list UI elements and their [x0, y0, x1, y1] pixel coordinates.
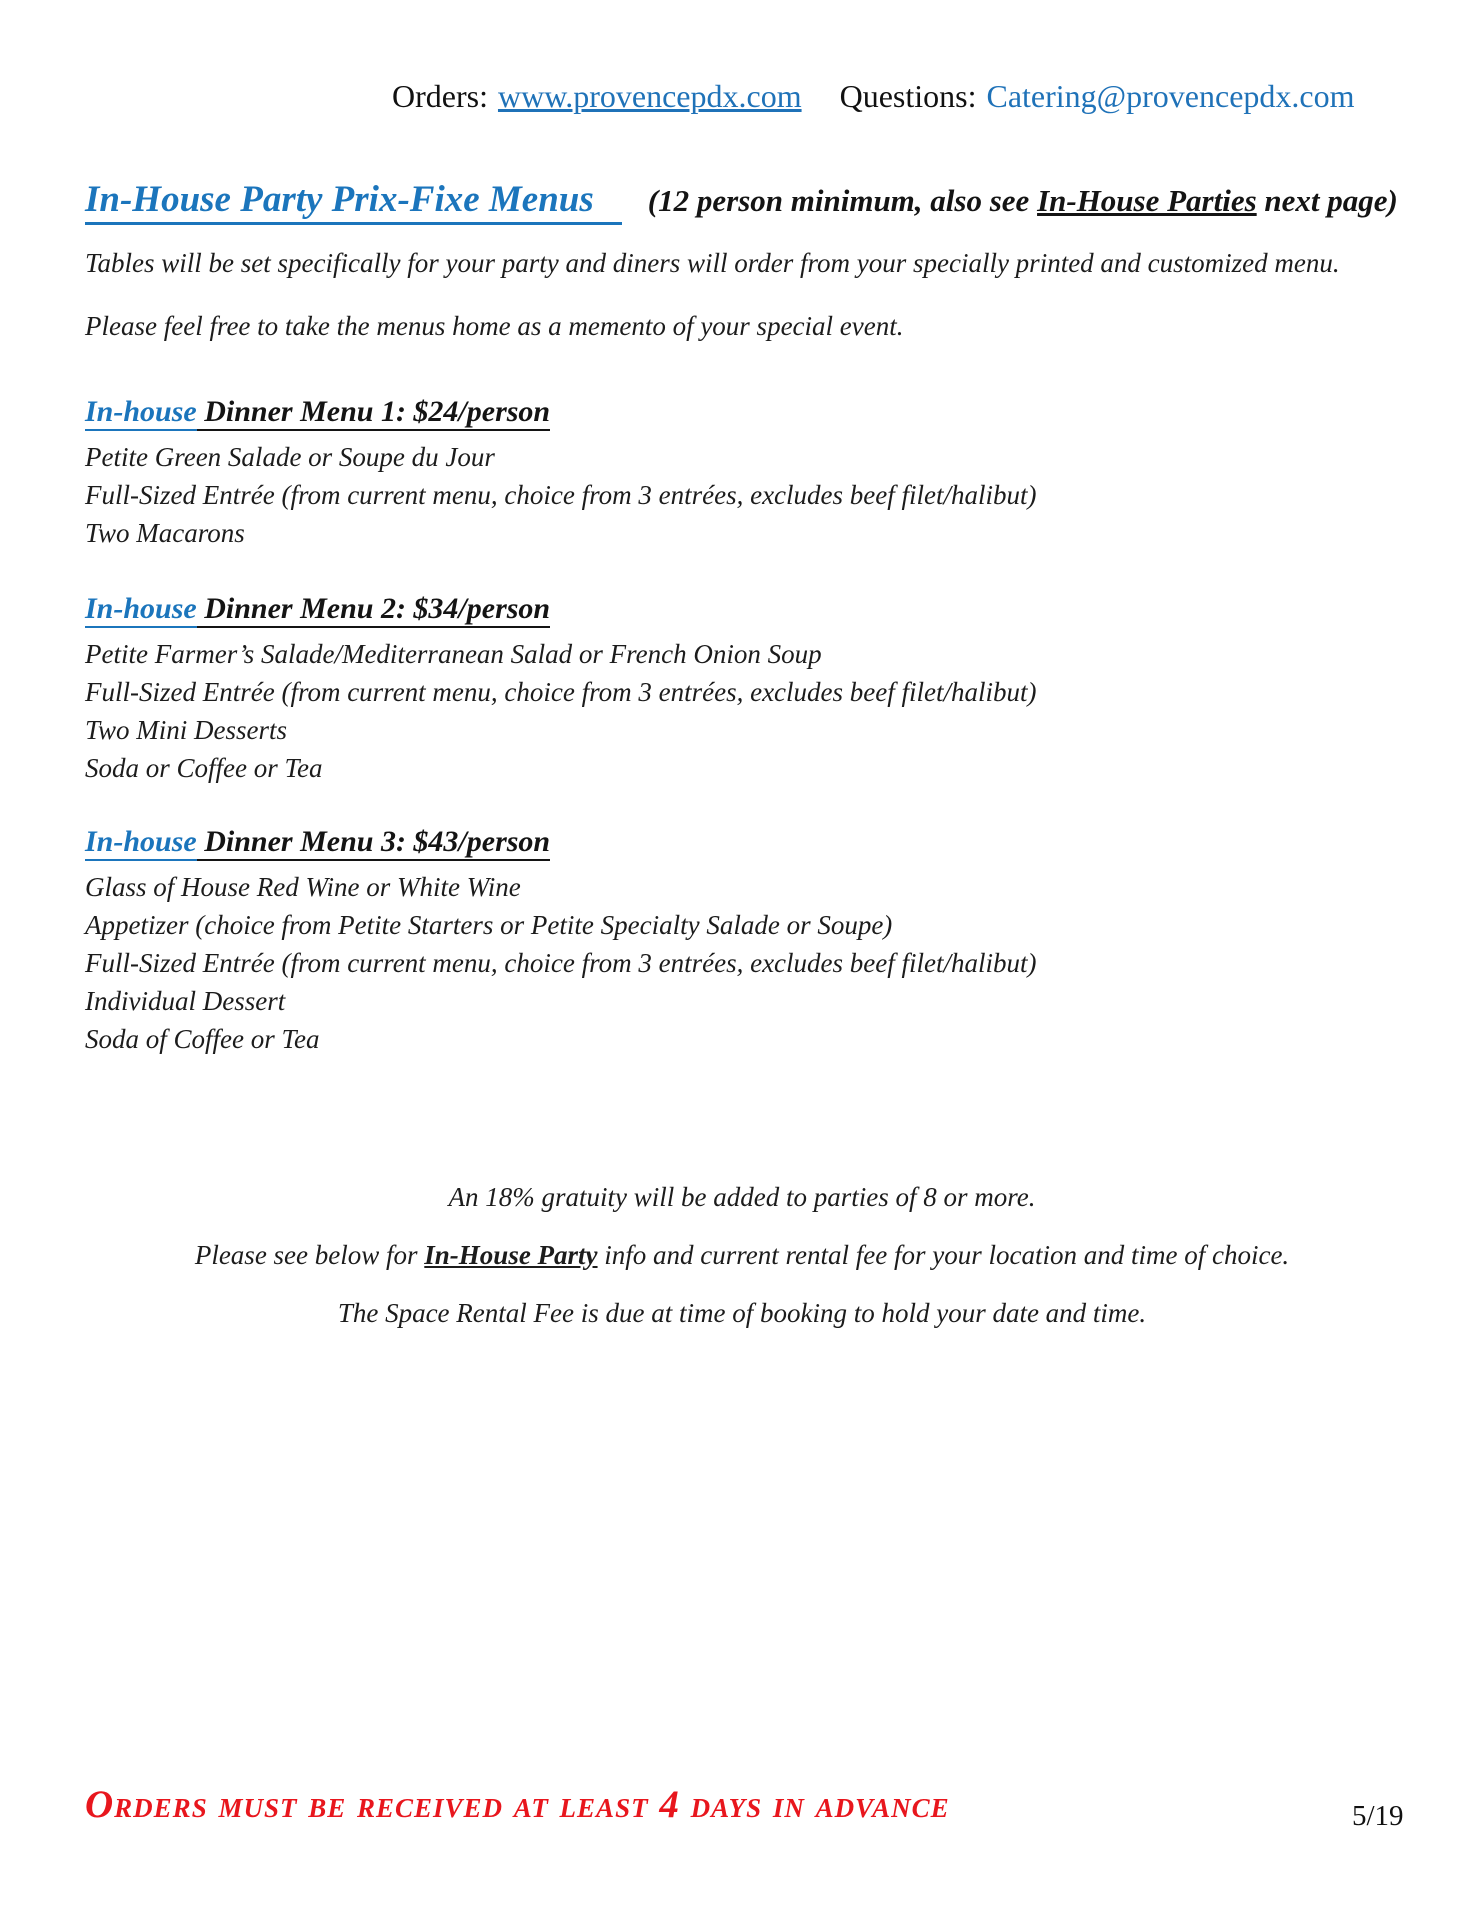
- intro-paragraph-2: Please feel free to take the menus home as a memento of your special event.: [85, 311, 904, 341]
- orders-website-link[interactable]: www.provencepdx.com: [497, 78, 802, 114]
- menu-section-1: [85, 392, 1037, 552]
- menu-1-item: Full-Sized Entrée (from current menu, choice from 3 entrées, excludes beef filet/halibut): [85, 480, 1037, 510]
- see-below-suffix: info and current rental fee for your location and time of choice.: [597, 1240, 1290, 1270]
- in-house-party-reference: In-House Party: [424, 1240, 598, 1270]
- menu-2-item: Petite Farmer’s Salade/Mediterranean Salad or French Onion Soup: [85, 639, 822, 669]
- intro-paragraph-1: Tables will be set specifically for your party and diners will order from your specially printed and customized menu.: [85, 248, 1340, 278]
- menu-3-item: Glass of House Red Wine or White Wine: [85, 872, 521, 902]
- menu-3-item: Full-Sized Entrée (from current menu, choice from 3 entrées, excludes beef filet/halibut): [85, 948, 1037, 978]
- rental-fee-note: The Space Rental Fee is due at time of booking to hold your date and time.: [337, 1298, 1147, 1328]
- page-number: 5/19: [1352, 1800, 1404, 1832]
- menu-3-heading-text: Dinner Menu 3: $43/person: [197, 825, 550, 861]
- menu-2-heading: [85, 589, 1037, 629]
- menu-3-item: Appetizer (choice from Petite Starters or Petite Specialty Salade or Soupe): [85, 910, 893, 940]
- notes-block: [0, 1182, 1484, 1356]
- menu-2-item: Full-Sized Entrée (from current menu, choice from 3 entrées, excludes beef filet/halibut): [85, 677, 1037, 707]
- page-title-row: [85, 178, 1398, 221]
- menu-1-heading-text: Dinner Menu 1: $24/person: [197, 395, 550, 431]
- see-below-note: [0, 1240, 1484, 1271]
- catering-email-link[interactable]: Catering@provencepdx.com: [986, 78, 1355, 114]
- see-below-prefix: Please see below for: [194, 1240, 425, 1270]
- menu-1-heading: [85, 392, 1037, 432]
- menu-2-inhouse-label: In-house: [85, 592, 197, 628]
- menu-1-inhouse-label: In-house: [85, 395, 197, 431]
- title-note-suffix: next page): [1256, 183, 1398, 218]
- menu-2-heading-text: Dinner Menu 2: $34/person: [197, 592, 550, 628]
- menu-2-item: Two Mini Desserts: [85, 715, 288, 745]
- menu-3-item: Individual Dessert: [85, 986, 286, 1016]
- header-contact-line: [392, 78, 1354, 115]
- menu-2-item: Soda or Coffee or Tea: [85, 753, 323, 783]
- menu-section-3: [85, 822, 1037, 1058]
- questions-label: Questions:: [839, 78, 977, 114]
- page-title: In-House Party Prix-Fixe Menus: [85, 179, 622, 225]
- advance-order-notice: Orders must be received at least 4 days in advance: [85, 1783, 950, 1826]
- in-house-parties-reference: In-House Parties: [1037, 183, 1257, 218]
- menu-1-item: Two Macarons: [85, 518, 245, 548]
- page-title-note: [648, 183, 1398, 218]
- menu-3-item: Soda of Coffee or Tea: [85, 1024, 320, 1054]
- title-note-prefix: (12 person minimum, also see: [647, 183, 1038, 218]
- menu-section-2: [85, 589, 1037, 787]
- menu-3-inhouse-label: In-house: [85, 825, 197, 861]
- menu-1-item: Petite Green Salade or Soupe du Jour: [85, 442, 495, 472]
- orders-label: Orders:: [392, 78, 488, 114]
- gratuity-note: An 18% gratuity will be added to parties of 8 or more.: [448, 1182, 1036, 1212]
- menu-3-heading: [85, 822, 1037, 862]
